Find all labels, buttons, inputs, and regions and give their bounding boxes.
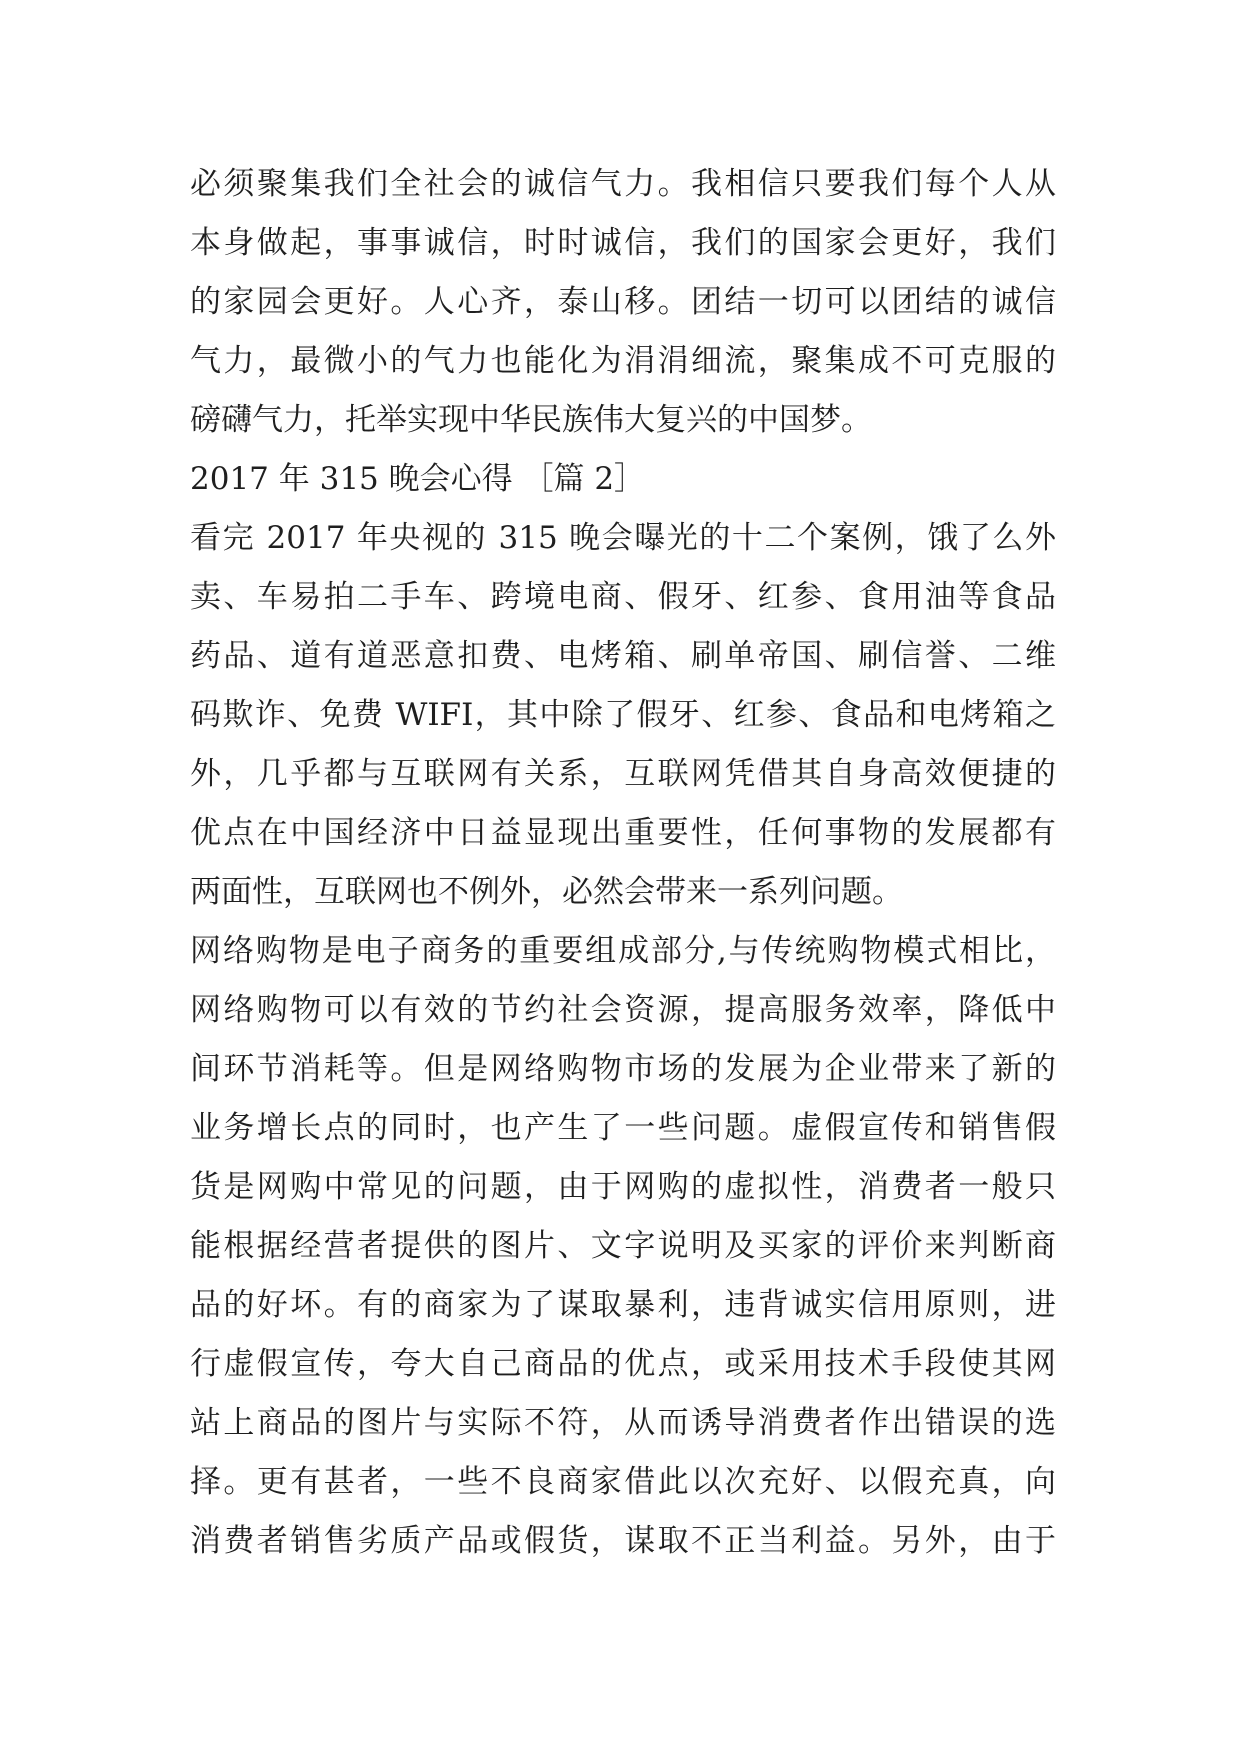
text-line: 业务增长点的同时，也产生了一些问题。虚假宣传和销售假	[190, 1110, 1056, 1146]
text-line: 货是网购中常见的问题，由于网购的虚拟性，消费者一般只	[190, 1169, 1056, 1205]
paragraph-315-cases	[190, 509, 1056, 922]
section-heading: 2017 年 315 晚会心得 ［篇 2］	[190, 461, 646, 497]
paragraph-online-shopping	[190, 922, 1056, 1571]
text-line: 药品、道有道恶意扣费、电烤箱、刷单帝国、刷信誉、二维	[190, 638, 1056, 674]
text-line: 能根据经营者提供的图片、文字说明及买家的评价来判断商	[190, 1228, 1056, 1264]
paragraph-integrity-continued	[190, 155, 1056, 450]
text-line: 外，几乎都与互联网有关系，互联网凭借其自身高效便捷的	[190, 756, 1056, 792]
text-line: 间环节消耗等。但是网络购物市场的发展为企业带来了新的	[190, 1051, 1056, 1087]
text-line: 本身做起，事事诚信，时时诚信，我们的国家会更好，我们	[190, 225, 1056, 261]
text-line: 站上商品的图片与实际不符，从而诱导消费者作出错误的选	[190, 1405, 1056, 1441]
text-line: 气力，最微小的气力也能化为涓涓细流，聚集成不可克服的	[190, 343, 1056, 379]
text-line: 优点在中国经济中日益显现出重要性，任何事物的发展都有	[190, 815, 1056, 851]
text-line: 网络购物可以有效的节约社会资源，提高服务效率，降低中	[190, 992, 1056, 1028]
text-line: 卖、车易拍二手车、跨境电商、假牙、红参、食用油等食品	[190, 579, 1056, 615]
text-line: 网络购物是电子商务的重要组成部分,与传统购物模式相比，	[190, 933, 1056, 969]
text-line: 磅礴气力，托举实现中华民族伟大复兴的中国梦。	[190, 402, 872, 438]
text-line: 择。更有甚者，一些不良商家借此以次充好、以假充真，向	[190, 1464, 1056, 1500]
text-line: 品的好坏。有的商家为了谋取暴利，违背诚实信用原则，进	[190, 1287, 1056, 1323]
text-line: 的家园会更好。人心齐，泰山移。团结一切可以团结的诚信	[190, 284, 1056, 320]
text-line: 行虚假宣传，夸大自己商品的优点，或采用技术手段使其网	[190, 1346, 1056, 1382]
text-line: 消费者销售劣质产品或假货，谋取不正当利益。另外，由于	[190, 1523, 1056, 1559]
document-body	[190, 155, 1056, 1571]
text-line: 码欺诈、免费 WIFI，其中除了假牙、红参、食品和电烤箱之	[190, 697, 1056, 733]
text-line: 两面性，互联网也不例外，必然会带来一系列问题。	[190, 874, 903, 910]
text-line: 必须聚集我们全社会的诚信气力。我相信只要我们每个人从	[190, 166, 1056, 202]
text-line: 看完 2017 年央视的 315 晚会曝光的十二个案例，饿了么外	[190, 520, 1056, 556]
